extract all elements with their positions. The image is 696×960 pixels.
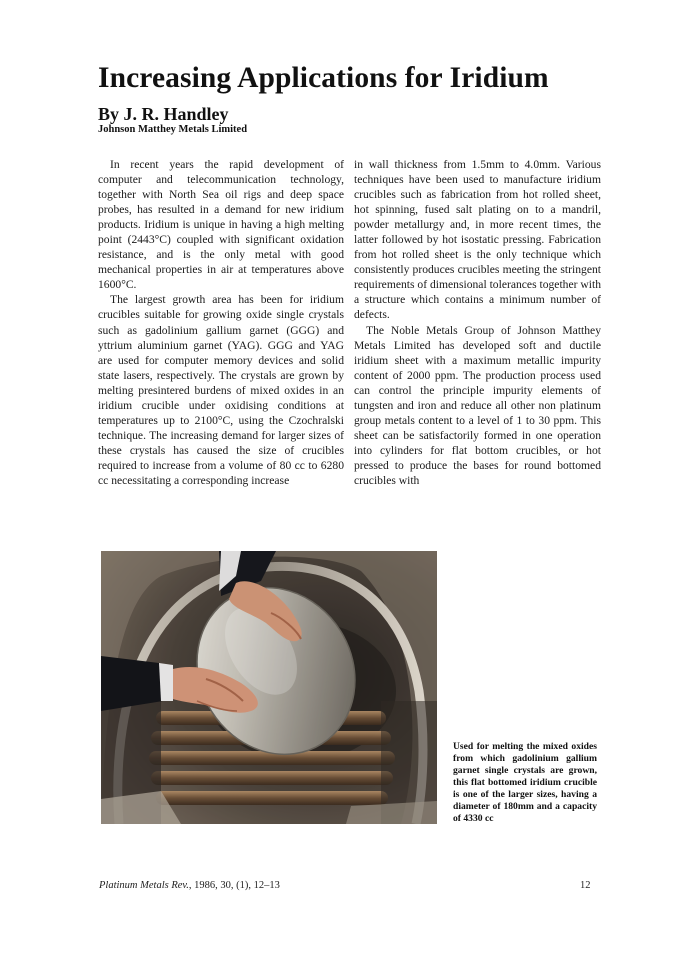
body-paragraph: In recent years the rapid development of computer and telecommunication technology, together with North Sea oil rigs and deep space probes, has resulted in a demand for new iridium products. Iridium is unique in having a high melting point (2443°C) coupled with significant oxidation resistance, and is the only metal with good mechanical properties in air at temperatures above 1600°C. <box>98 158 344 292</box>
article-author: By J. R. Handley <box>98 104 229 124</box>
body-paragraph: The Noble Metals Group of Johnson Matthey Metals Limited has developed soft and ductile iridium sheet with a maximum metallic impurity content of 2000 ppm. The production process used can control the principle impurity elements of tungsten and iron and reduce all other non platinum group metals content to a level of 1 to 30 ppm. This sheet can be satisfactorily formed in one operation into cylinders for flat bottom crucibles, or hot pressed to produce the bases for round bottomed crucibles with <box>354 323 601 487</box>
footer-citation <box>99 880 280 891</box>
crucible-photo <box>101 551 437 824</box>
author-affiliation: Johnson Matthey Metals Limited <box>98 124 248 135</box>
body-paragraph: The largest growth area has been for iridium crucibles suitable for growing oxide single crystals such as gadolinium gallium garnet (GGG) and yttrium aluminium garnet (YAG). GGG and YAG are used for computer memory devices and solid state lasers, respectively. The crystals are grown by melting presintered burdens of mixed oxides in an iridium crucible under oxidising conditions at temperatures up to 2100°C, using the Czochralski technique. The increasing demand for larger sizes of these crystals has caused the size of crucibles required to increase from a volume of 80 cc to 6280 cc necessitating a corresponding increase <box>98 293 344 487</box>
article-title: Increasing Applications for Iridium <box>98 62 549 94</box>
body-paragraph: in wall thickness from 1.5mm to 4.0mm. Various techniques have been used to manufacture iridium crucibles such as fabrication from hot rolled sheet, hot spinning, fused salt plating on to a mandril, powder metallurgy and, in more recent times, the latter followed by hot isostatic pressing. Fabrication from hot rolled sheet is the only technique which consistently produces crucibles meeting the stringent requirements of dimensional tolerances together with a structure which contains a minimum number of defects. <box>354 158 601 322</box>
journal-name: Platinum Metals Rev. <box>99 880 189 891</box>
citation-details: , 1986, 30, (1), 12–13 <box>188 880 280 891</box>
photo-caption: Used for melting the mixed oxides from which gadolinium gallium garnet single crystals are grown, this flat bottomed iridium crucible is one of the larger sizes, having a diameter of 180mm and a capacity of 4330 cc <box>453 740 597 825</box>
right-column <box>354 157 601 488</box>
left-column <box>98 157 344 488</box>
page-number: 12 <box>580 880 591 891</box>
